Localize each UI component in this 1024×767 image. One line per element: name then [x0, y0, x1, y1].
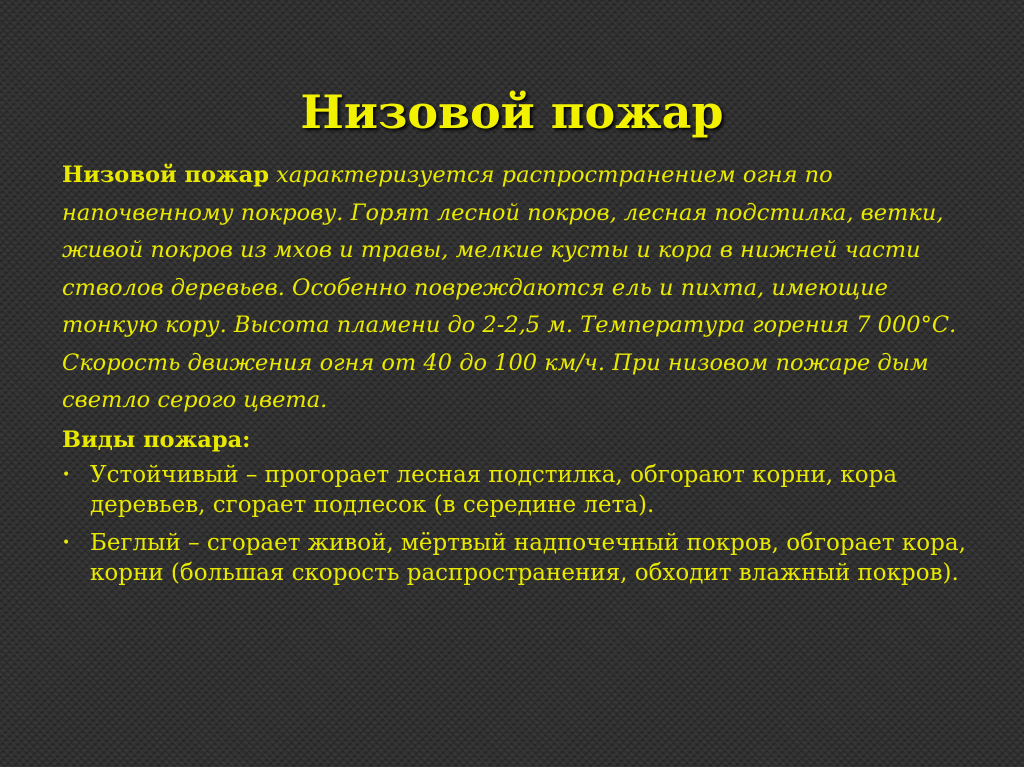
list-item: [62, 460, 982, 520]
types-list: [62, 460, 982, 588]
intro-text: характеризуется распространением огня по напочвенному покрову. Горят лесной покров, лесная подстилка, ветки, живой покров из мхов и травы, мелкие кусты и кора в нижней части стволов деревьев. Особенно повреждаются ель и пихта, имеющие тонкую кору. Высота пламени до 2-2,5 м. Температура горения 7 000°С. Скорость движения огня от 40 до 100 км/ч. При низовом пожаре дым светло серого цвета.: [62, 162, 957, 413]
list-item: [62, 528, 982, 588]
list-item-text: Устойчивый – прогорает лесная подстилка, обгорают корни, кора деревьев, сгорает подлесок (в середине лета).: [90, 461, 898, 518]
intro-paragraph: [62, 157, 982, 420]
bullet-icon: •: [62, 466, 71, 483]
intro-lead: Низовой пожар: [62, 162, 269, 188]
list-item-text: Беглый – сгорает живой, мёртвый надпочечный покров, обгорает кора, корни (большая скорость распространения, обходит влажный покров).: [90, 529, 966, 586]
types-heading: Виды пожара:: [62, 426, 251, 453]
slide-title: Низовой пожар: [300, 85, 724, 139]
bullet-icon: •: [62, 534, 71, 551]
slide-body: [62, 157, 982, 596]
